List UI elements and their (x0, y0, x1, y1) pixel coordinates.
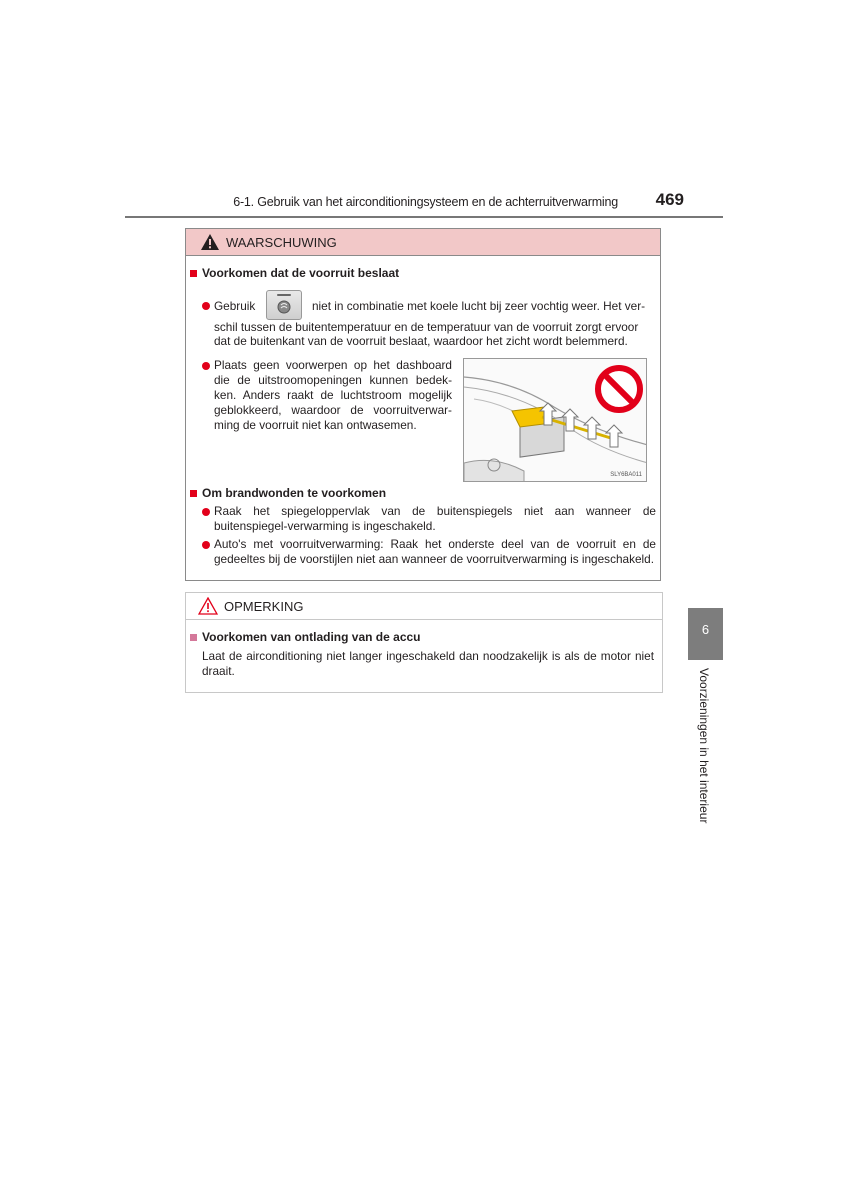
chapter-tab-label: Voorzieningen in het interieur (697, 668, 711, 824)
note-header (186, 593, 662, 620)
page-number: 469 (655, 190, 684, 209)
pink-square-icon (190, 634, 197, 641)
red-square-icon (190, 270, 197, 277)
note-text: Laat de airconditioning niet langer ingeschakeld dan noodzakelijk is als de motor niet draait. (202, 649, 654, 678)
bullet-text-line3: dat de buitenkant van de voorruit beslaat, waardoor het zicht wordt belemmerd. (214, 334, 628, 348)
bullet-text-end: niet in combinatie met koele lucht bij zeer vochtig weer. Het ver- (312, 299, 646, 313)
fan-icon (267, 291, 301, 319)
section-title-fog-text: Voorkomen dat de voorruit beslaat (202, 266, 400, 280)
notice-triangle-icon (198, 597, 218, 615)
chapter-title: 6-1. Gebruik van het airconditioningsysteem en de achterruitverwarming (233, 195, 618, 209)
warning-header (186, 229, 660, 256)
warning-triangle-icon (200, 233, 220, 251)
chapter-tab: 6 (688, 608, 723, 660)
bullet-dashboard-text: Plaats geen voorwerpen op het dashboard die de uitstroomopeningen kunnen bedek-ken. Anders raakt de luchtstroom mogelijk geblokkeerd, waardoor de voorruitverwar-ming de voorruit niet kan ontwasemen. (214, 358, 452, 432)
section-title-burns-text: Om brandwonden te voorkomen (202, 486, 387, 500)
bullet-windshield-text: Auto's met voorruitverwarming: Raak het onderste deel van de voorruit en de gedeeltes bij de voorstijlen niet aan wanneer de voorruitverwarming is ingeschakeld. (214, 537, 656, 566)
section-title-burns (190, 486, 386, 500)
section-title-fog (190, 266, 399, 280)
bullet-text-line2: schil tussen de buitentemperatuur en de temperatuur van de voorruit zorgt ervoor (214, 320, 639, 334)
prohibition-icon (598, 368, 640, 410)
note-title (190, 630, 421, 644)
note-label: OPMERKING (224, 598, 304, 614)
bullet-dot (202, 362, 210, 370)
header-divider (125, 216, 723, 218)
defogger-button-icon (266, 290, 302, 320)
bullet-dot (202, 302, 210, 310)
dashboard-vents-illustration (463, 358, 647, 482)
bullet-dot (202, 508, 210, 516)
bullet-dot (202, 541, 210, 549)
bullet-mirror-text: Raak het spiegeloppervlak van de buitenspiegels niet aan wanneer de buitenspiegel-verwarming is ingeschakeld. (214, 504, 656, 533)
dashboard-drawing (464, 359, 647, 482)
warning-label: WAARSCHUWING (226, 234, 337, 250)
bullet-text-start: Gebruik (214, 299, 256, 313)
red-square-icon (190, 490, 197, 497)
note-title-text: Voorkomen van ontlading van de accu (202, 630, 421, 644)
illustration-code: SLY6BA011 (610, 472, 642, 478)
